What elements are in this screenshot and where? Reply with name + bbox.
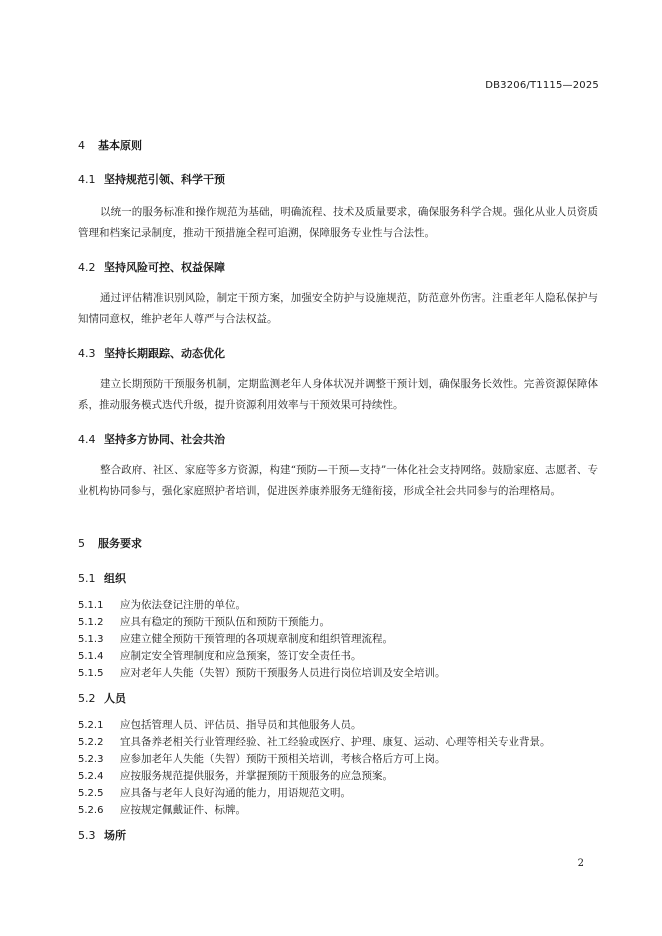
section-title: 坚持风险可控、权益保障 bbox=[104, 261, 225, 274]
section-number: 5 bbox=[78, 537, 85, 550]
section-number: 4.3 bbox=[78, 347, 96, 360]
section-title: 服务要求 bbox=[98, 537, 142, 550]
section-title: 坚持多方协同、社会共治 bbox=[104, 433, 225, 446]
section-4-2-heading bbox=[78, 259, 225, 275]
section-number: 5.1 bbox=[78, 572, 96, 585]
list-item: 5.2.4 应按服务规范提供服务，并掌握预防干预服务的应急预案。 bbox=[78, 770, 393, 782]
list-item: 5.1.2 应具有稳定的预防干预队伍和预防干预能力。 bbox=[78, 616, 330, 628]
section-5-2-heading bbox=[78, 690, 126, 706]
list-item: 5.2.5 应具备与老年人良好沟通的能力，用语规范文明。 bbox=[78, 787, 351, 799]
section-4-2-paragraph: 通过评估精准识别风险，制定干预方案，加强安全防护与设施规范，防范意外伤害。注重老年人隐私保护与知情同意权，维护老年人尊严与合法权益。 bbox=[78, 292, 598, 325]
section-4-3-heading bbox=[78, 345, 225, 361]
list-item: 5.1.1 应为依法登记注册的单位。 bbox=[78, 599, 246, 611]
section-5-heading bbox=[78, 535, 142, 551]
section-number: 5.2 bbox=[78, 692, 96, 705]
section-number: 5.3 bbox=[78, 829, 96, 842]
document-code: DB3206/T1115—2025 bbox=[485, 80, 599, 91]
section-title: 基本原则 bbox=[98, 139, 142, 152]
section-4-heading bbox=[78, 137, 142, 153]
list-item: 5.1.4 应制定安全管理制度和应急预案，签订安全责任书。 bbox=[78, 650, 362, 662]
section-4-1-paragraph: 以统一的服务标准和操作规范为基础，明确流程、技术及质量要求，确保服务科学合规。强化从业人员资质管理和档案记录制度，推动干预措施全程可追溯，保障服务专业性与合法性。 bbox=[78, 206, 598, 239]
section-number: 4.2 bbox=[78, 261, 96, 274]
section-title: 组织 bbox=[104, 572, 126, 585]
section-4-4-heading bbox=[78, 431, 225, 447]
list-item: 5.1.3 应建立健全预防干预管理的各项规章制度和组织管理流程。 bbox=[78, 633, 393, 645]
section-number: 4.4 bbox=[78, 433, 96, 446]
section-4-4-paragraph: 整合政府、社区、家庭等多方资源，构建“预防—干预—支持”一体化社会支持网络。鼓励家庭、志愿者、专业机构协同参与，强化家庭照护者培训，促进医养康养服务无缝衔接，形成全社会共同参与的治理格局。 bbox=[78, 464, 598, 497]
section-5-1-heading bbox=[78, 570, 126, 586]
list-item: 5.2.6 应按规定佩戴证件、标牌。 bbox=[78, 804, 246, 816]
section-5-3-heading bbox=[78, 827, 126, 843]
section-4-3-paragraph: 建立长期预防干预服务机制，定期监测老年人身体状况并调整干预计划，确保服务长效性。完善资源保障体系，推动服务模式迭代升级，提升资源利用效率与干预效果可持续性。 bbox=[78, 378, 598, 411]
section-title: 人员 bbox=[104, 692, 126, 705]
section-title: 场所 bbox=[104, 829, 126, 842]
page-number: 2 bbox=[577, 858, 584, 869]
section-number: 4 bbox=[78, 139, 85, 152]
section-title: 坚持长期跟踪、动态优化 bbox=[104, 347, 225, 360]
section-title: 坚持规范引领、科学干预 bbox=[104, 173, 225, 186]
section-number: 4.1 bbox=[78, 173, 96, 186]
list-item: 5.1.5 应对老年人失能（失智）预防干预服务人员进行岗位培训及安全培训。 bbox=[78, 667, 446, 679]
list-item: 5.2.1 应包括管理人员、评估员、指导员和其他服务人员。 bbox=[78, 719, 362, 731]
list-item: 5.2.3 应参加老年人失能（失智）预防干预相关培训，考核合格后方可上岗。 bbox=[78, 753, 446, 765]
list-item: 5.2.2 宜具备养老相关行业管理经验、社工经验或医疗、护理、康复、运动、心理等相关专业背景。 bbox=[78, 736, 551, 748]
section-4-1-heading bbox=[78, 171, 225, 187]
